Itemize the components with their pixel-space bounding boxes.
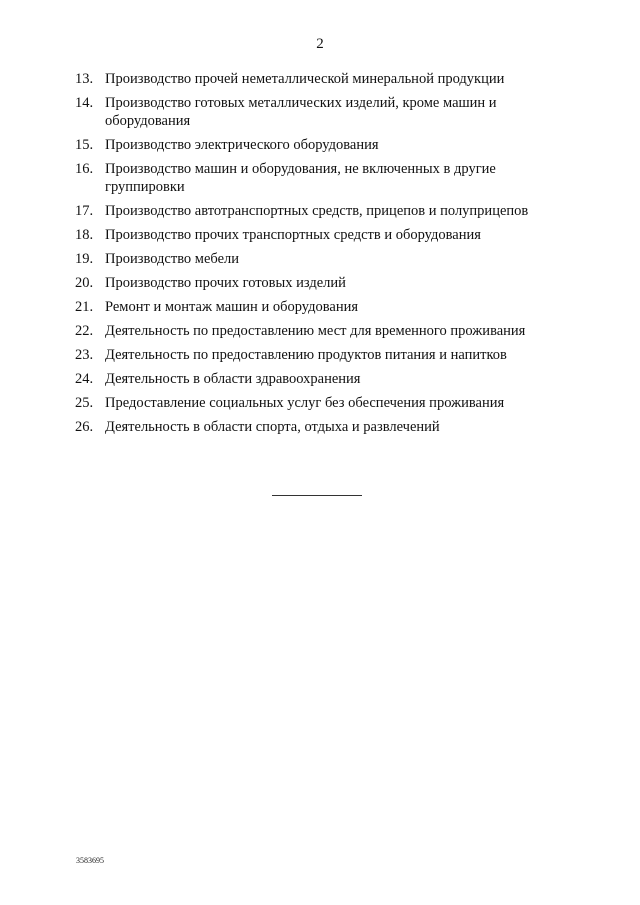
list-item xyxy=(75,322,575,340)
item-number: 13. xyxy=(75,71,94,87)
item-number: 24. xyxy=(75,371,94,387)
list-item xyxy=(75,346,575,364)
list-item xyxy=(75,250,575,268)
item-text: Деятельность в области здравоохранения xyxy=(105,371,361,387)
item-number: 15. xyxy=(75,137,94,153)
item-text: Деятельность в области спорта, отдыха и развлечений xyxy=(105,419,440,435)
item-text: Деятельность по предоставлению продуктов питания и напитков xyxy=(105,347,507,363)
list-item xyxy=(75,418,575,436)
item-number: 18. xyxy=(75,227,94,243)
item-number: 21. xyxy=(75,299,94,315)
item-number: 25. xyxy=(75,395,94,411)
page-number: 2 xyxy=(316,36,324,52)
item-number: 17. xyxy=(75,203,94,219)
list-item xyxy=(75,394,575,412)
list-item xyxy=(75,202,575,220)
item-text: Производство машин и оборудования, не включенных в другие группировки xyxy=(105,161,496,195)
item-text: Производство прочей неметаллической минеральной продукции xyxy=(105,71,505,87)
item-number: 19. xyxy=(75,251,94,267)
item-number: 16. xyxy=(75,161,94,177)
list-item xyxy=(75,70,575,88)
item-text: Производство автотранспортных средств, прицепов и полуприцепов xyxy=(105,203,529,219)
list-item xyxy=(75,136,575,154)
item-text: Производство прочих готовых изделий xyxy=(105,275,346,291)
separator-line xyxy=(272,495,362,496)
item-text: Предоставление социальных услуг без обеспечения проживания xyxy=(105,395,505,411)
item-number: 23. xyxy=(75,347,94,363)
item-text: Производство прочих транспортных средств и оборудования xyxy=(105,227,481,243)
document-code: 3583695 xyxy=(76,856,104,865)
item-text: Производство электрического оборудования xyxy=(105,137,379,153)
list-item xyxy=(75,160,575,196)
list-item xyxy=(75,274,575,292)
list-item xyxy=(75,298,575,316)
activity-list xyxy=(75,70,575,442)
item-text: Деятельность по предоставлению мест для временного проживания xyxy=(105,323,526,339)
item-number: 14. xyxy=(75,95,94,111)
list-item xyxy=(75,370,575,388)
item-text: Ремонт и монтаж машин и оборудования xyxy=(105,299,359,315)
item-text: Производство мебели xyxy=(105,251,240,267)
item-text: Производство готовых металлических изделий, кроме машин и оборудования xyxy=(105,95,497,129)
item-number: 22. xyxy=(75,323,94,339)
list-item xyxy=(75,94,575,130)
item-number: 20. xyxy=(75,275,94,291)
item-number: 26. xyxy=(75,419,94,435)
list-item xyxy=(75,226,575,244)
